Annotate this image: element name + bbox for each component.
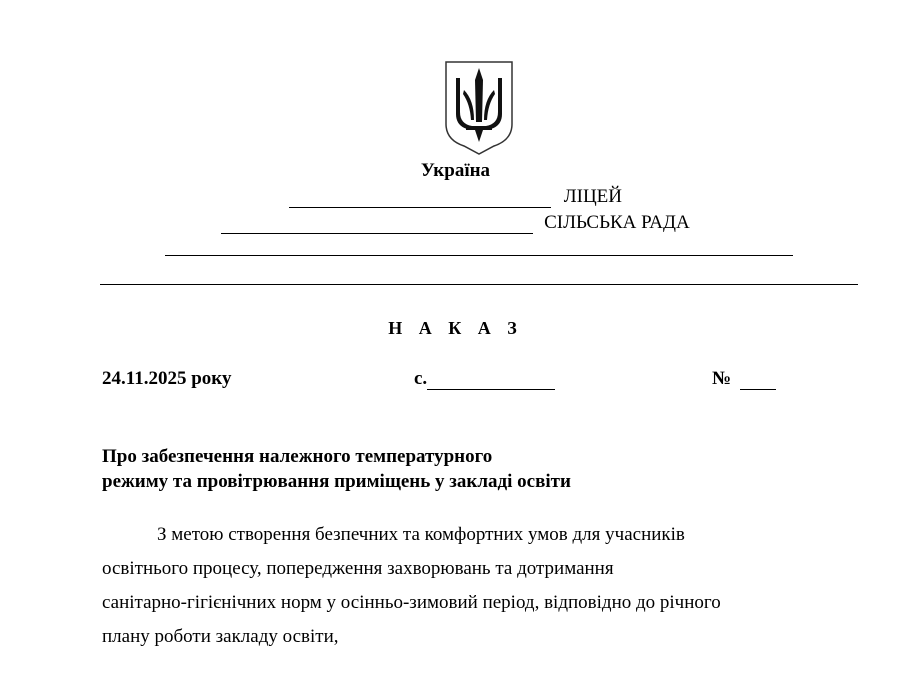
header-separator bbox=[100, 284, 858, 285]
council-name-blank bbox=[221, 215, 533, 234]
council-line bbox=[0, 212, 911, 234]
council-type: СІЛЬСЬКА РАДА bbox=[544, 212, 690, 233]
order-place bbox=[414, 368, 555, 390]
trident-coat-of-arms-icon bbox=[444, 60, 514, 156]
place-blank bbox=[427, 371, 555, 390]
place-prefix: с. bbox=[414, 368, 428, 389]
body-line-2: освітнього процесу, попередження захворювань та дотримання bbox=[102, 558, 614, 579]
number-prefix: № bbox=[712, 368, 732, 389]
order-subject bbox=[102, 444, 802, 494]
number-blank bbox=[740, 371, 776, 390]
institution-name-blank bbox=[289, 189, 551, 208]
order-date: 24.11.2025 року bbox=[102, 368, 232, 389]
body-line-1-text: З метою створення безпечних та комфортних умов для учасників bbox=[157, 524, 685, 545]
order-number bbox=[712, 368, 776, 390]
body-line-4: плану роботи закладу освіти, bbox=[102, 626, 339, 647]
document-type-title: Н А К А З bbox=[388, 318, 523, 338]
address-blank-line bbox=[165, 255, 793, 256]
body-line-3: санітарно-гігієнічних норм у осінньо-зимовий період, відповідно до річного bbox=[102, 592, 721, 613]
institution-type: ЛІЦЕЙ bbox=[563, 186, 622, 207]
body-line-1 bbox=[102, 518, 862, 552]
subject-line-2: режиму та провітрювання приміщень у закладі освіти bbox=[102, 471, 571, 492]
order-body bbox=[102, 518, 862, 654]
subject-line-1: Про забезпечення належного температурного bbox=[102, 446, 493, 467]
institution-line bbox=[0, 186, 911, 208]
country-name: Україна bbox=[420, 160, 491, 181]
